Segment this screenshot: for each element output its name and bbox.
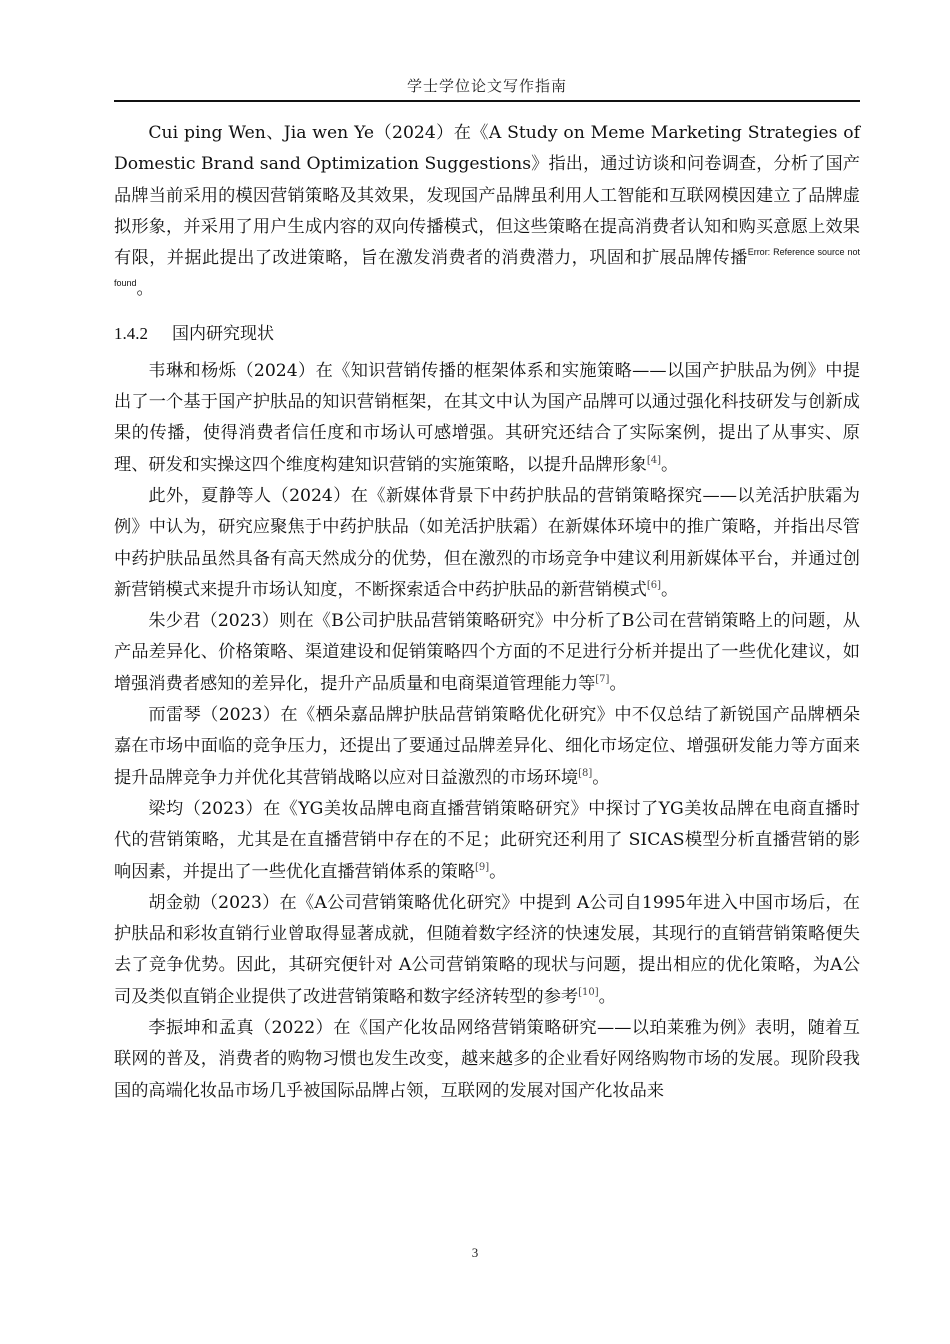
- reference-error-note: Error: Reference source not found: [114, 247, 860, 289]
- paragraph-text: 朱少君（2023）则在《B公司护肤品营销策略研究》中分析了B公司在营销策略上的问题，从产品差异化、价格策略、渠道建设和促销策略四个方面的不足进行分析并提出了一些优化建议，如增强消费者感知的差异化，提升产品质量和电商渠道管理能力等: [114, 611, 860, 694]
- paragraph-zhu-shaojun: [114, 606, 860, 700]
- section-number: 1.4.2: [114, 323, 148, 343]
- citation-ref: [10]: [578, 986, 599, 998]
- paragraph-tail: 。: [592, 767, 610, 788]
- paragraph-liang-jun: [114, 794, 860, 888]
- running-header: 学士学位论文写作指南: [406, 77, 567, 95]
- paragraph-meme-marketing: [114, 118, 860, 306]
- header-rule: [114, 100, 860, 102]
- paragraph-tail: 。: [489, 861, 507, 882]
- paragraph-text: 李振坤和孟真（2022）在《国产化妆品网络营销策略研究——以珀莱雅为例》表明，随着互联网的普及，消费者的购物习惯也发生改变，越来越多的企业看好网络购物市场的发展。现阶段我国的高端化妆品市场几乎被国际品牌占领，互联网的发展对国产化妆品来: [114, 1018, 860, 1101]
- citation-ref: [8]: [578, 767, 593, 779]
- paragraph-lei-qin: [114, 700, 860, 794]
- paragraph-tail: 。: [136, 279, 154, 300]
- paragraph-text: Cui ping Wen、Jia wen Ye（2024）在《A Study on Meme Marketing Strategies of Domestic Brand sand Optimization Suggestions》指出，通过访谈和问卷调查，分析了国产品牌当前采用的模因营销策略及其效果，发现国产品牌虽利用人工智能和互联网模因建立了品牌虚拟形象，并采用了用户生成内容的双向传播模式，但这些策略在提高消费者认知和购买意愿上效果有限，并据此提出了改进策略，旨在激发消费者的消费潜力，巩固和扩展品牌传播: [114, 123, 860, 269]
- paragraph-tail: 。: [598, 986, 616, 1007]
- body-text: [114, 118, 860, 1107]
- paragraph-text: 而雷琴（2023）在《栖朵嘉品牌护肤品营销策略优化研究》中不仅总结了新锐国产品牌栖朵嘉在市场中面临的竞争压力，还提出了要通过品牌差异化、细化市场定位、增强研发能力等方面来提升品牌竞争力并优化其营销战略以应对日益激烈的市场环境: [114, 705, 860, 788]
- paragraph-tail: 。: [609, 673, 627, 694]
- paragraph-li-meng: [114, 1013, 860, 1107]
- paragraph-tail: 。: [661, 579, 679, 600]
- paragraph-tail: 。: [661, 454, 679, 475]
- section-heading: [114, 322, 860, 346]
- paragraph-hu-jinxun: [114, 888, 860, 1013]
- paragraph-text: 此外，夏静等人（2024）在《新媒体背景下中药护肤品的营销策略探究——以羌活护肤霜为例》中认为，研究应聚焦于中药护肤品（如羌活护肤霜）在新媒体环境中的推广策略，并指出尽管中药护肤品虽然具备有高天然成分的优势，但在激烈的市场竞争中建议利用新媒体平台，并通过创新营销模式来提升市场认知度，不断探索适合中药护肤品的新营销模式: [114, 485, 860, 600]
- page-number: 3: [471, 1245, 479, 1260]
- citation-ref: [4]: [646, 454, 661, 466]
- paragraph-xia-jing: [114, 481, 860, 606]
- citation-ref: [6]: [646, 579, 661, 591]
- paragraph-wei-yang: [114, 356, 860, 481]
- citation-ref: [7]: [595, 673, 610, 685]
- paragraph-text: 韦琳和杨烁（2024）在《知识营销传播的框架体系和实施策略——以国产护肤品为例》中提出了一个基于国产护肤品的知识营销框架，在其文中认为国产品牌可以通过强化科技研发与创新成果的传播，使得消费者信任度和市场认可感增强。其研究还结合了实际案例，提出了从事实、原理、研发和实操这四个维度构建知识营销的实施策略，以提升品牌形象: [114, 360, 860, 475]
- paragraph-text: 梁均（2023）在《YG美妆品牌电商直播营销策略研究》中探讨了YG美妆品牌在电商直播时代的营销策略，尤其是在直播营销中存在的不足；此研究还利用了 SICAS模型分析直播营销的影响因素，并提出了一些优化直播营销体系的策略: [114, 798, 860, 882]
- section-title: 国内研究现状: [172, 323, 274, 344]
- paragraph-text: 胡金勍（2023）在《A公司营销策略优化研究》中提到 A公司自1995年进入中国市场后，在护肤品和彩妆直销行业曾取得显著成就，但随着数字经济的快速发展，其现行的直销营销策略便失去了竞争优势。因此，其研究便针对 A公司营销策略的现状与问题，提出相应的优化策略，为A公司及类似直销企业提供了改进营销策略和数字经济转型的参考: [114, 892, 860, 1007]
- citation-ref: [9]: [474, 861, 490, 873]
